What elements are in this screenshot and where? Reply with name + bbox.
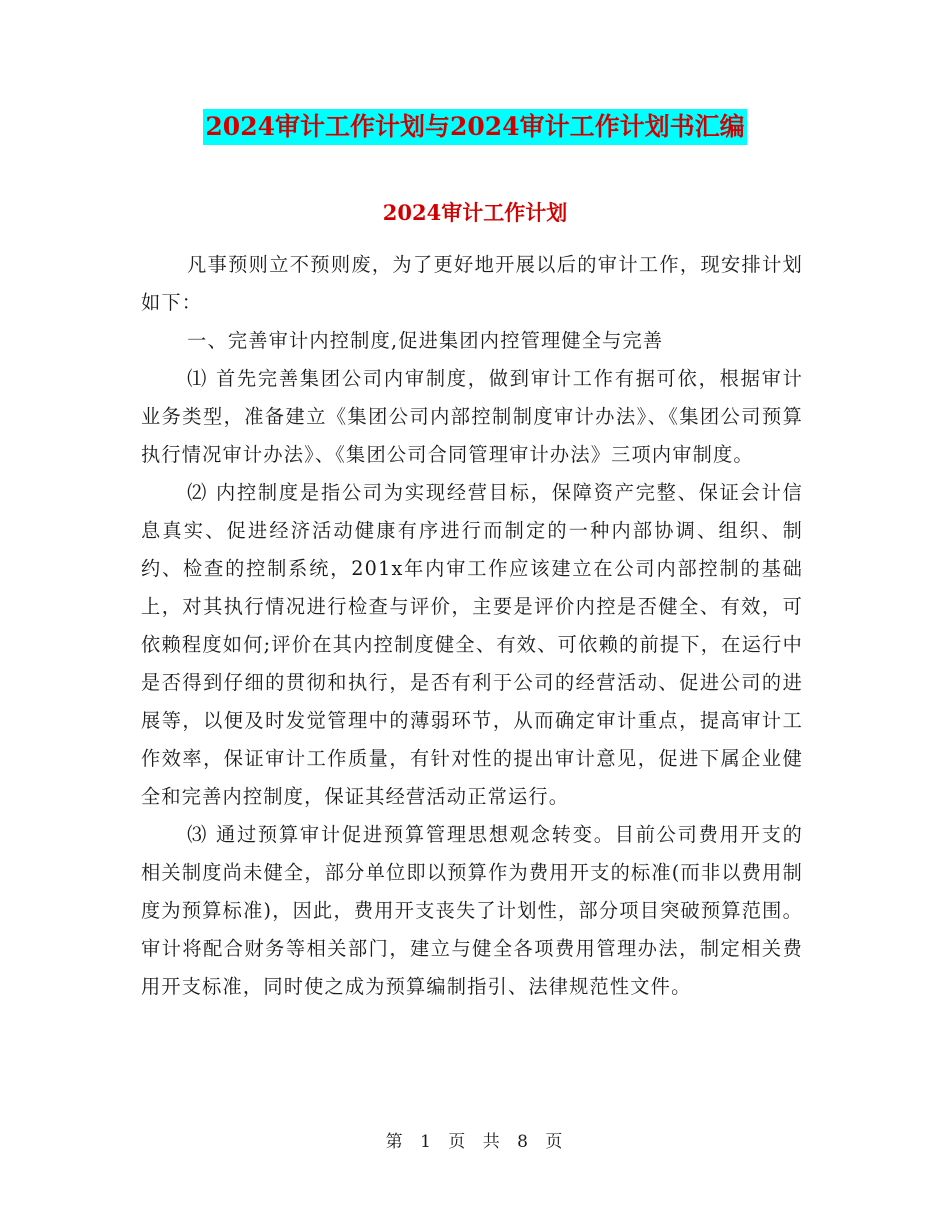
paragraph-intro: 凡事预则立不预则废，为了更好地开展以后的审计工作，现安排计划如下： bbox=[141, 253, 803, 314]
main-title-text: 2024审计工作计划与2024审计工作计划书汇编 bbox=[203, 109, 746, 145]
page-footer bbox=[0, 1127, 950, 1152]
document-body bbox=[141, 246, 803, 1006]
footer-suffix: 页 bbox=[545, 1132, 565, 1152]
footer-prefix: 第 bbox=[385, 1132, 405, 1152]
section-title: 2024审计工作计划 bbox=[382, 200, 568, 225]
footer-total-word: 共 bbox=[482, 1132, 502, 1152]
paragraph-item-2: ⑵ 内控制度是指公司为实现经营目标，保障资产完整、保证会计信息真实、促进经济活动健康有序进行而制定的一种内部协调、组织、制约、检查的控制系统，201x年内审工作应该建立在公司内部控制的基础上，对其执行情况进行检查与评价，主要是评价内控是否健全、有效，可依赖程度如何;评价在其内控制度健全、有效、可依赖的前提下，在运行中是否得到仔细的贯彻和执行，是否有利于公司的经营活动、促进公司的进展等，以便及时发觉管理中的薄弱环节，从而确定审计重点，提高审计工作效率，保证审计工作质量，有针对性的提出审计意见，促进下属企业健全和完善内控制度，保证其经营活动正常运行。 bbox=[141, 481, 803, 808]
footer-current-page: 1 bbox=[420, 1132, 433, 1152]
paragraph-item-1: ⑴ 首先完善集团公司内审制度，做到审计工作有据可依，根据审计业务类型，准备建立《集团公司内部控制制度审计办法》、《集团公司预算执行情况审计办法》、《集团公司合同管理审计办法》三项内审制度。 bbox=[141, 367, 803, 466]
paragraph-heading-1: 一、完善审计内控制度,促进集团内控管理健全与完善 bbox=[187, 329, 664, 352]
document-main-title bbox=[0, 108, 950, 145]
footer-total-pages: 8 bbox=[517, 1132, 530, 1152]
footer-page-word: 页 bbox=[448, 1132, 468, 1152]
paragraph-item-3: ⑶ 通过预算审计促进预算管理思想观念转变。目前公司费用开支的相关制度尚未健全，部分单位即以预算作为费用开支的标准(而非以费用制度为预算标准)，因此，费用开支丧失了计划性，部分项目突破预算范围。审计将配合财务等相关部门，建立与健全各项费用管理办法，制定相关费用开支标准，同时使之成为预算编制指引、法律规范性文件。 bbox=[141, 823, 803, 998]
